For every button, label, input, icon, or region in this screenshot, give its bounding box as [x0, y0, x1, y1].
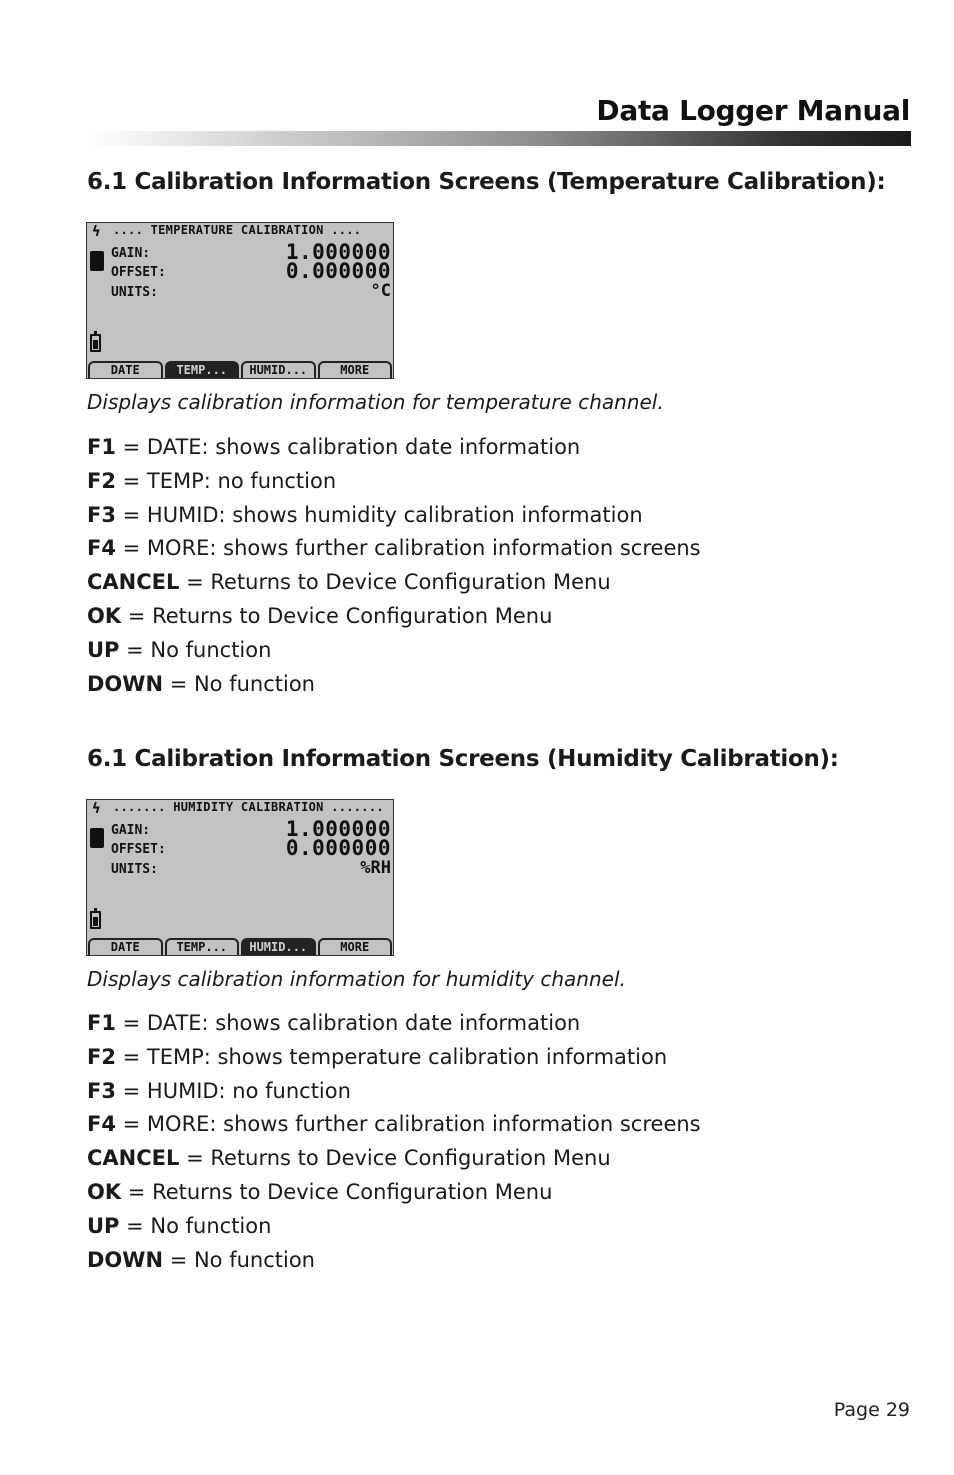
lcd-title: ....... HUMIDITY CALIBRATION .......	[113, 800, 384, 814]
lcd-screen-temperature	[86, 222, 394, 379]
offset-value: 0.000000	[285, 836, 391, 860]
key-name: F1	[87, 1011, 116, 1035]
gain-value: 1.000000	[285, 817, 391, 841]
lcd-title: .... TEMPERATURE CALIBRATION ....	[113, 223, 362, 237]
tab-humid[interactable]: HUMID...	[241, 938, 316, 955]
units-value: °C	[370, 281, 391, 301]
key-name: F3	[87, 1078, 116, 1103]
section-title-temperature: 6.1 Calibration Information Screens (Temperature Calibration):	[87, 169, 886, 195]
units-row	[111, 282, 391, 302]
manual-title: Data Logger Manual	[596, 94, 910, 127]
key-name: OK	[87, 603, 122, 628]
units-label: UNITS:	[111, 862, 158, 877]
key-name: F2	[87, 468, 116, 493]
units-value: %RH	[360, 858, 391, 878]
list-item	[87, 467, 701, 501]
offset-label: OFFSET:	[111, 265, 166, 280]
list-item	[87, 602, 701, 636]
key-list-temperature	[87, 433, 701, 703]
offset-value: 0.000000	[285, 259, 391, 283]
key-name: F3	[87, 502, 116, 527]
key-desc: = No function	[119, 1213, 272, 1238]
tab-temp[interactable]: TEMP...	[165, 361, 240, 378]
list-item	[87, 1212, 701, 1246]
key-desc: = HUMID: no function	[115, 1078, 351, 1103]
list-item	[87, 1077, 701, 1111]
key-name: DOWN	[87, 671, 164, 696]
key-name: UP	[87, 1213, 120, 1238]
key-desc: = Returns to Device Configuration Menu	[179, 570, 611, 595]
key-desc: = TEMP: no function	[115, 468, 337, 493]
key-desc: = No function	[163, 671, 315, 696]
key-name: CANCEL	[87, 570, 180, 595]
key-desc: = No function	[119, 637, 272, 662]
key-desc: = DATE: shows calibration date information	[115, 435, 581, 459]
tab-date[interactable]: DATE	[88, 361, 163, 378]
offset-label: OFFSET:	[111, 842, 166, 857]
key-desc: = Returns to Device Configuration Menu	[179, 1146, 611, 1171]
list-item	[87, 501, 701, 535]
memory-block-icon	[90, 828, 104, 848]
key-name: UP	[87, 637, 120, 662]
page-number: Page 29	[833, 1399, 910, 1421]
battery-icon	[90, 911, 101, 929]
units-label: UNITS:	[111, 285, 158, 300]
key-list-humidity	[87, 1009, 701, 1279]
key-desc: = DATE: shows calibration date information	[115, 1011, 581, 1035]
gain-value: 1.000000	[285, 240, 391, 264]
list-item	[87, 534, 701, 568]
list-item	[87, 1110, 701, 1144]
lcd-screen-humidity	[86, 799, 394, 956]
tab-date[interactable]: DATE	[88, 938, 163, 955]
tab-temp[interactable]: TEMP...	[165, 938, 240, 955]
list-item	[87, 636, 701, 670]
power-icon: ϟ	[92, 801, 101, 817]
key-name: DOWN	[87, 1247, 164, 1272]
key-desc: = Returns to Device Configuration Menu	[121, 1179, 553, 1204]
list-item	[87, 1009, 701, 1043]
power-icon: ϟ	[92, 224, 101, 240]
list-item	[87, 1246, 701, 1280]
key-name: F1	[87, 435, 116, 459]
list-item	[87, 1178, 701, 1212]
list-item	[87, 670, 701, 704]
list-item	[87, 1043, 701, 1077]
list-item	[87, 433, 701, 467]
list-item	[87, 1144, 701, 1178]
battery-icon	[90, 334, 101, 352]
section-title-humidity: 6.1 Calibration Information Screens (Humidity Calibration):	[87, 746, 839, 772]
key-desc: = HUMID: shows humidity calibration information	[115, 502, 643, 527]
tab-more[interactable]: MORE	[318, 938, 393, 955]
tab-more[interactable]: MORE	[318, 361, 393, 378]
key-desc: = TEMP: shows temperature calibration information	[115, 1044, 668, 1069]
lcd-function-tabs	[87, 361, 393, 378]
tab-humid[interactable]: HUMID...	[241, 361, 316, 378]
caption-humidity: Displays calibration information for humidity channel.	[87, 967, 626, 991]
key-desc: = MORE: shows further calibration information screens	[115, 1112, 701, 1137]
offset-row	[111, 836, 391, 860]
key-desc: = MORE: shows further calibration information screens	[115, 536, 701, 561]
units-row	[111, 859, 391, 879]
key-name: F2	[87, 1044, 116, 1069]
key-desc: = Returns to Device Configuration Menu	[121, 603, 553, 628]
key-name: CANCEL	[87, 1146, 180, 1171]
list-item	[87, 568, 701, 602]
key-name: OK	[87, 1179, 122, 1204]
header-gradient-bar	[88, 131, 911, 146]
offset-row	[111, 259, 391, 283]
key-desc: = No function	[163, 1247, 315, 1272]
lcd-function-tabs	[87, 938, 393, 955]
gain-label: GAIN:	[111, 246, 151, 261]
key-name: F4	[87, 536, 116, 561]
key-name: F4	[87, 1112, 116, 1137]
gain-label: GAIN:	[111, 823, 151, 838]
memory-block-icon	[90, 251, 104, 271]
caption-temperature: Displays calibration information for temperature channel.	[87, 390, 664, 414]
